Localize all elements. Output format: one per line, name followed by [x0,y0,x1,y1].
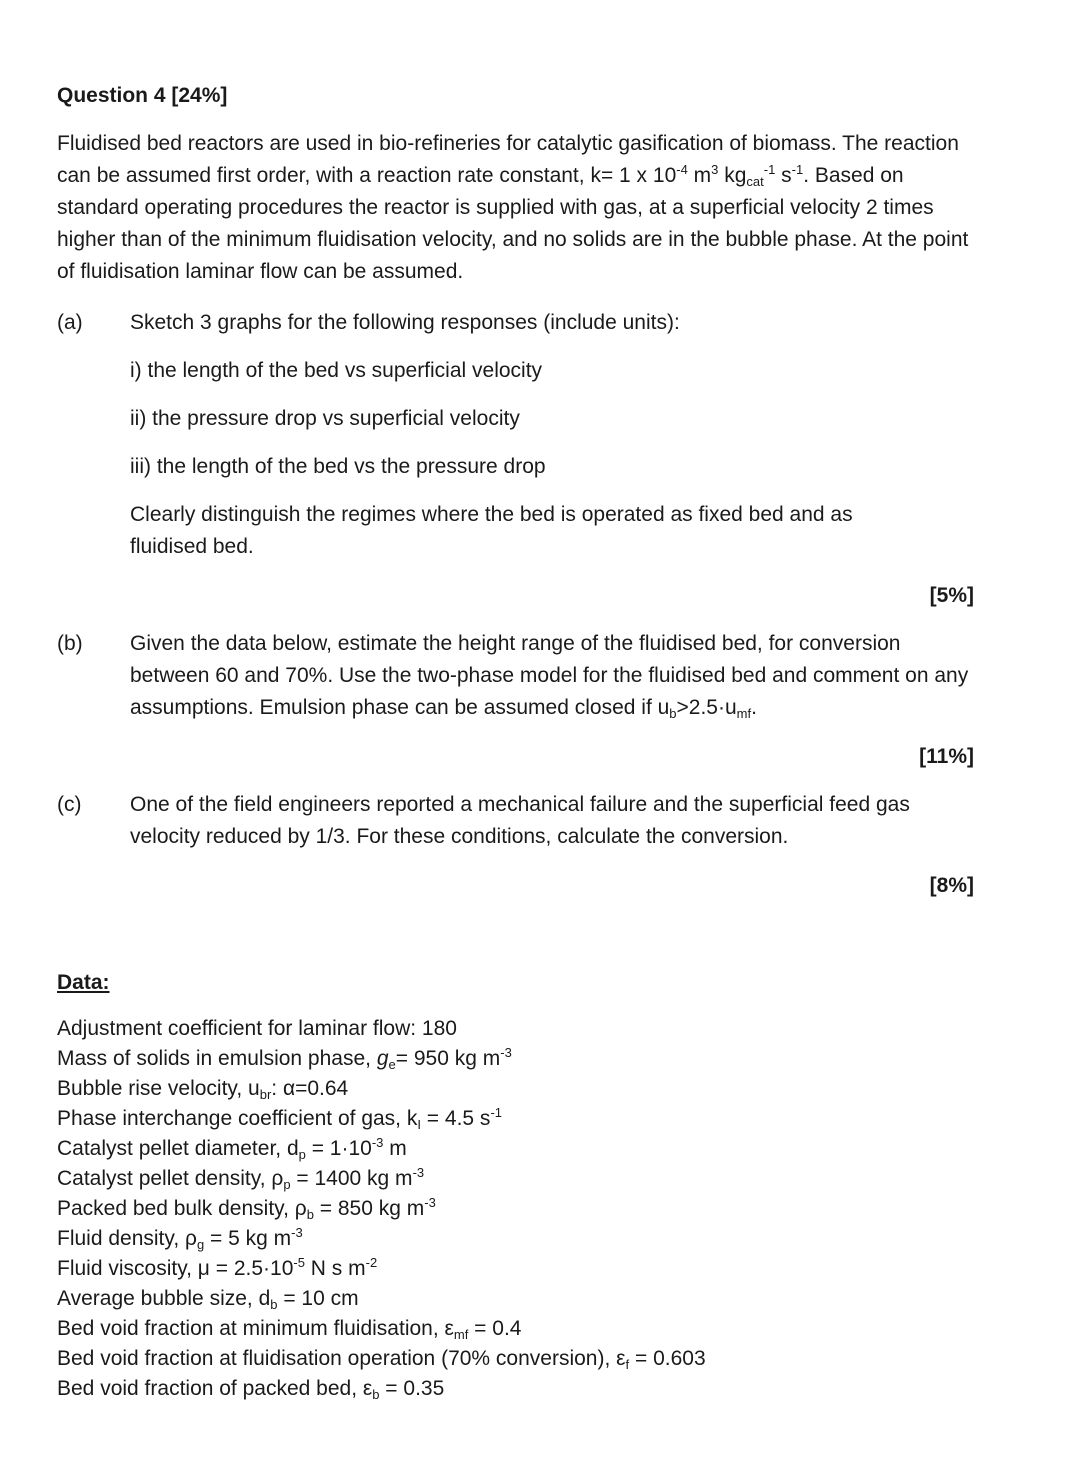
data-bulk-density-exponent: -3 [424,1195,436,1210]
part-a-marks: [5%] [929,584,974,607]
part-a-item-1: i) the length of the bed vs superficial velocity [130,359,543,382]
data-fluid-density-label: Fluid density, ρ [57,1227,197,1250]
data-pellet-density-subscript: p [283,1177,291,1192]
data-interchange-subscript: I [417,1117,421,1132]
data-item [57,1104,957,1134]
part-a-item-3: iii) the length of the bed vs the pressure drop [130,455,546,478]
data-pellet-diameter-subscript: p [298,1147,306,1162]
part-b-label: (b) [57,632,83,655]
data-bubble-size-subscript: b [270,1297,278,1312]
data-item [57,1164,957,1194]
part-c-marks: [8%] [929,874,974,897]
data-pellet-density-exponent: -3 [412,1165,425,1180]
data-viscosity-unit-exponent: -2 [365,1255,378,1270]
data-pellet-diameter-exponent: -3 [371,1135,384,1150]
data-heading: Data: [57,971,110,994]
data-void-b-label: Bed void fraction of packed bed, ε [57,1377,373,1400]
k-unit-kg: kg [718,164,747,187]
data-interchange-label: Phase interchange coefficient of gas, k [57,1107,418,1130]
k-unit-m-exponent: 3 [711,162,719,177]
data-item [57,1044,957,1074]
data-item [57,1374,957,1404]
data-pellet-diameter-unit: m [383,1137,407,1160]
data-item [57,1224,957,1254]
data-void-b-subscript: b [372,1387,380,1402]
data-bubble-rise-value: : α=0.64 [271,1077,349,1100]
data-interchange-value: = 4.5 s [420,1107,491,1130]
data-pellet-density-label: Catalyst pellet density, ρ [57,1167,284,1190]
data-bulk-density-subscript: b [306,1207,314,1222]
k-unit-m: m [687,164,712,187]
data-void-f-value: = 0.603 [629,1347,706,1370]
data-bulk-density-label: Packed bed bulk density, ρ [57,1197,307,1220]
data-viscosity-label: Fluid viscosity, μ = 2.5·10 [57,1257,294,1280]
intro-text-1: Fluidised bed reactors are used in bio-refineries for catalytic gasification of biomass. The reaction can be assumed first order, with a reaction rate constant, k= 1 x 10 [57,132,959,187]
data-void-mf-label: Bed void fraction at minimum fluidisation, ε [57,1317,454,1340]
umf-subscript: mf [736,706,752,721]
part-b-marks: [11%] [919,745,974,768]
question-title: Question 4 [24%] [57,84,228,107]
data-fluid-density-value: = 5 kg m [204,1227,292,1250]
part-a-text: Sketch 3 graphs for the following responses (include units): [130,311,680,334]
k-unit-s-exponent: -1 [791,162,804,177]
data-item [57,1284,957,1314]
data-void-mf-subscript: mf [453,1327,469,1342]
k-unit-s: s [775,164,792,187]
data-mass-solids-subscript: e [388,1057,396,1072]
question-intro [57,128,977,288]
data-fluid-density-exponent: -3 [291,1225,303,1240]
part-a-label: (a) [57,311,83,334]
part-b-text [130,628,980,724]
data-pellet-density-value: = 1400 kg m [290,1167,413,1190]
part-c-label: (c) [57,793,82,816]
data-pellet-diameter-label: Catalyst pellet diameter, d [57,1137,299,1160]
intro-text-2: . Based on standard operating procedures the reactor is supplied with gas, at a superficial velocity 2 times higher than of the minimum fluidisation velocity, and no solids are in the bubble phase. At the point of fluidisation laminar flow can be assumed. [57,164,969,283]
ub-subscript: b [669,706,677,721]
data-interchange-exponent: -1 [490,1105,502,1120]
data-void-f-label: Bed void fraction at fluidisation operation (70% conversion), ε [57,1347,626,1370]
part-a-item-2: ii) the pressure drop vs superficial velocity [130,407,520,430]
data-item [57,1074,957,1104]
data-void-mf-value: = 0.4 [468,1317,522,1340]
data-list [57,1014,957,1404]
data-item [57,1134,957,1164]
part-b-text-condition: >2.5·u [676,696,737,719]
data-item [57,1254,957,1284]
data-item [57,1014,957,1044]
k-exponent: -4 [676,162,688,177]
data-item [57,1194,957,1224]
data-pellet-diameter-value: = 1·10 [305,1137,372,1160]
data-bubble-rise-subscript: br [259,1087,272,1102]
data-mass-solids-value: = 950 kg m [395,1047,501,1070]
data-item [57,1344,957,1374]
data-fluid-density-subscript: g [196,1237,205,1252]
part-a-note: Clearly distinguish the regimes where the bed is operated as fixed bed and as fluidised bed. [130,503,853,558]
data-bubble-rise-label: Bubble rise velocity, u [57,1077,260,1100]
data-item [57,1314,957,1344]
data-void-b-value: = 0.35 [379,1377,445,1400]
k-unit-kg-exponent: -1 [763,162,776,177]
k-unit-kg-subscript: cat [746,174,764,189]
data-adjustment-coefficient: Adjustment coefficient for laminar flow: 180 [57,1017,457,1040]
data-bubble-size-label: Average bubble size, d [57,1287,271,1310]
data-viscosity-unit: N s m [304,1257,366,1280]
data-viscosity-exponent: -5 [293,1255,305,1270]
data-void-f-subscript: f [625,1357,630,1372]
data-mass-solids-label: Mass of solids in emulsion phase, [57,1047,377,1070]
data-bulk-density-value: = 850 kg m [313,1197,425,1220]
data-mass-solids-symbol: g [376,1047,389,1070]
part-b-text-main: Given the data below, estimate the height range of the fluidised bed, for conversion between 60 and 70%. Use the two-phase model for the fluidised bed and comment on any assumptions. Emulsion phase can be assumed closed if u [130,632,969,719]
data-bubble-size-value: = 10 cm [277,1287,359,1310]
part-c-text: One of the field engineers reported a mechanical failure and the superficial feed gas velocity reduced by 1/3. For these conditions, calculate the conversion. [130,793,910,848]
data-mass-solids-exponent: -3 [500,1045,512,1060]
part-b-text-end: . [751,696,757,719]
